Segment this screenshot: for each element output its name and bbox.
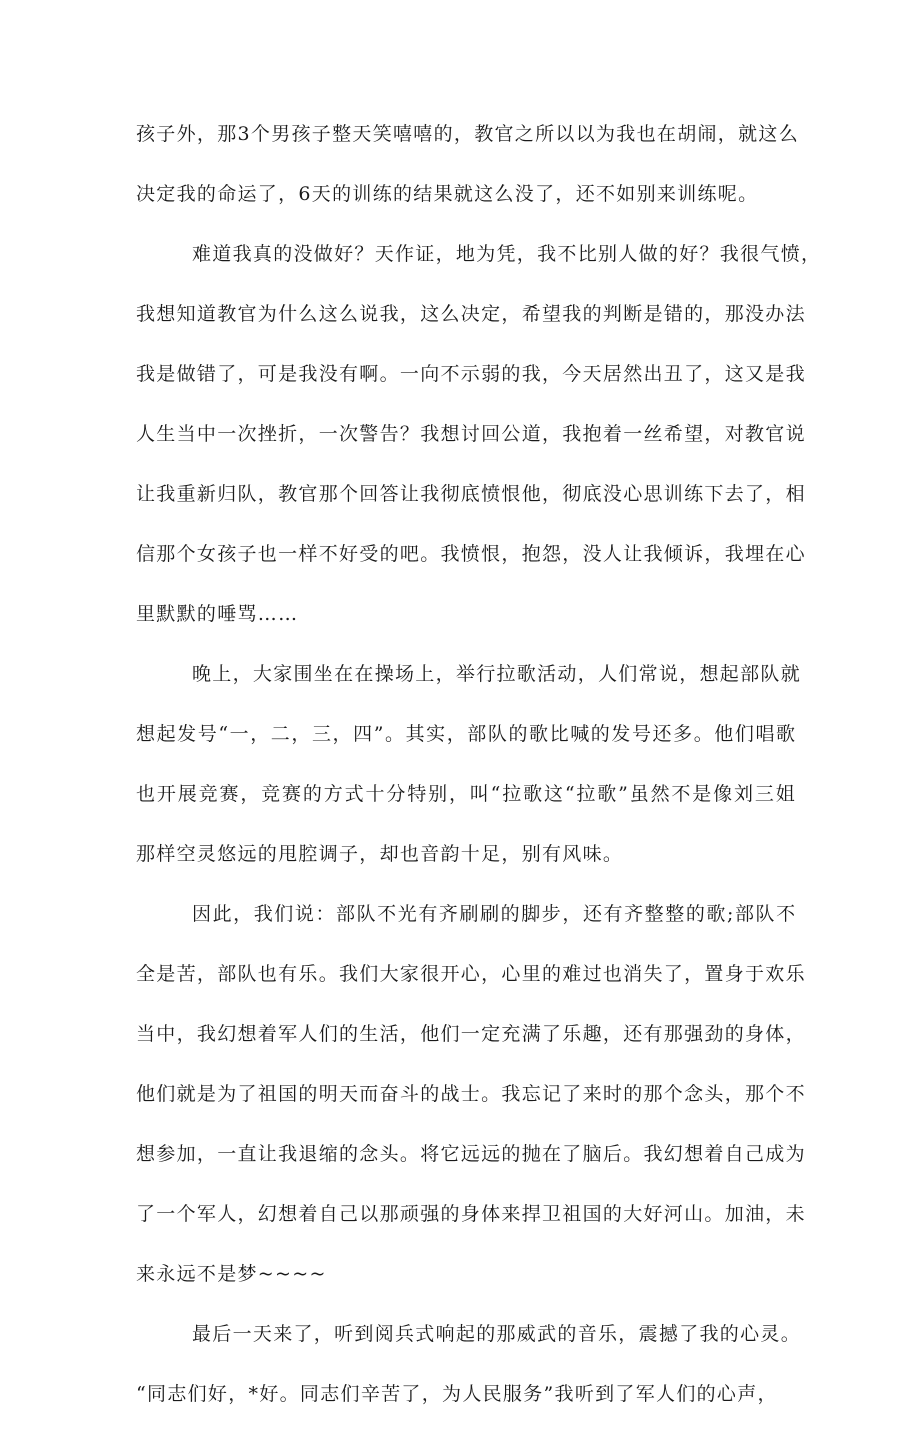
essay-text	[136, 120, 822, 1440]
text-line: 来永远不是梦~~~~	[136, 1263, 327, 1285]
text-line: 信那个女孩子也一样不好受的吧。我愤恨，抱怨，没人让我倾诉，我埋在心	[136, 543, 806, 565]
text-line: 想起发号“一，二，三，四”。其实，部队的歌比喊的发号还多。他们唱歌	[136, 723, 797, 745]
text-line: 想参加，一直让我退缩的念头。将它远远的抛在了脑后。我幻想着自己成为	[136, 1143, 806, 1165]
paragraph-first-line: 最后一天来了，听到阅兵式响起的那威武的音乐，震撼了我的心灵。	[192, 1323, 802, 1345]
paragraph-first-line: 难道我真的没做好？天作证，地为凭，我不比别人做的好？我很气愤，	[192, 243, 822, 265]
paragraph-first-line: 晚上，大家围坐在在操场上，举行拉歌活动，人们常说，想起部队就	[192, 663, 802, 685]
text-line: 让我重新归队，教官那个回答让我彻底愤恨他，彻底没心思训练下去了，相	[136, 483, 806, 505]
text-line: 当中，我幻想着军人们的生活，他们一定充满了乐趣，还有那强劲的身体，	[136, 1023, 806, 1045]
text-line: 那样空灵悠远的甩腔调子，却也音韵十足，别有风味。	[136, 843, 624, 865]
text-line: “同志们好，*好。同志们辛苦了，为人民服务”我听到了军人们的心声，	[136, 1383, 778, 1405]
text-line: 了一个军人，幻想着自己以那顽强的身体来捍卫祖国的大好河山。加油，未	[136, 1203, 806, 1225]
text-line: 孩子外，那3个男孩子整天笑嘻嘻的，教官之所以以为我也在胡闹，就这么	[136, 123, 799, 145]
text-line: 人生当中一次挫折，一次警告？我想讨回公道，我抱着一丝希望，对教官说	[136, 423, 806, 445]
text-line: 也开展竞赛，竞赛的方式十分特别，叫“拉歌这“拉歌”虽然不是像刘三姐	[136, 783, 797, 805]
text-line: 我想知道教官为什么这么说我，这么决定，希望我的判断是错的，那没办法	[136, 303, 806, 325]
paragraph-first-line: 因此，我们说：部队不光有齐刷刷的脚步，还有齐整整的歌;部队不	[192, 903, 797, 925]
text-line: 我是做错了，可是我没有啊。一向不示弱的我，今天居然出丑了，这又是我	[136, 363, 806, 385]
text-line: 里默默的唾骂……	[136, 603, 299, 625]
text-line: 全是苦，部队也有乐。我们大家很开心，心里的难过也消失了，置身于欢乐	[136, 963, 806, 985]
text-line: 决定我的命运了，6天的训练的结果就这么没了，还不如别来训练呢。	[136, 183, 759, 205]
text-line: 他们就是为了祖国的明天而奋斗的战士。我忘记了来时的那个念头，那个不	[136, 1083, 806, 1105]
